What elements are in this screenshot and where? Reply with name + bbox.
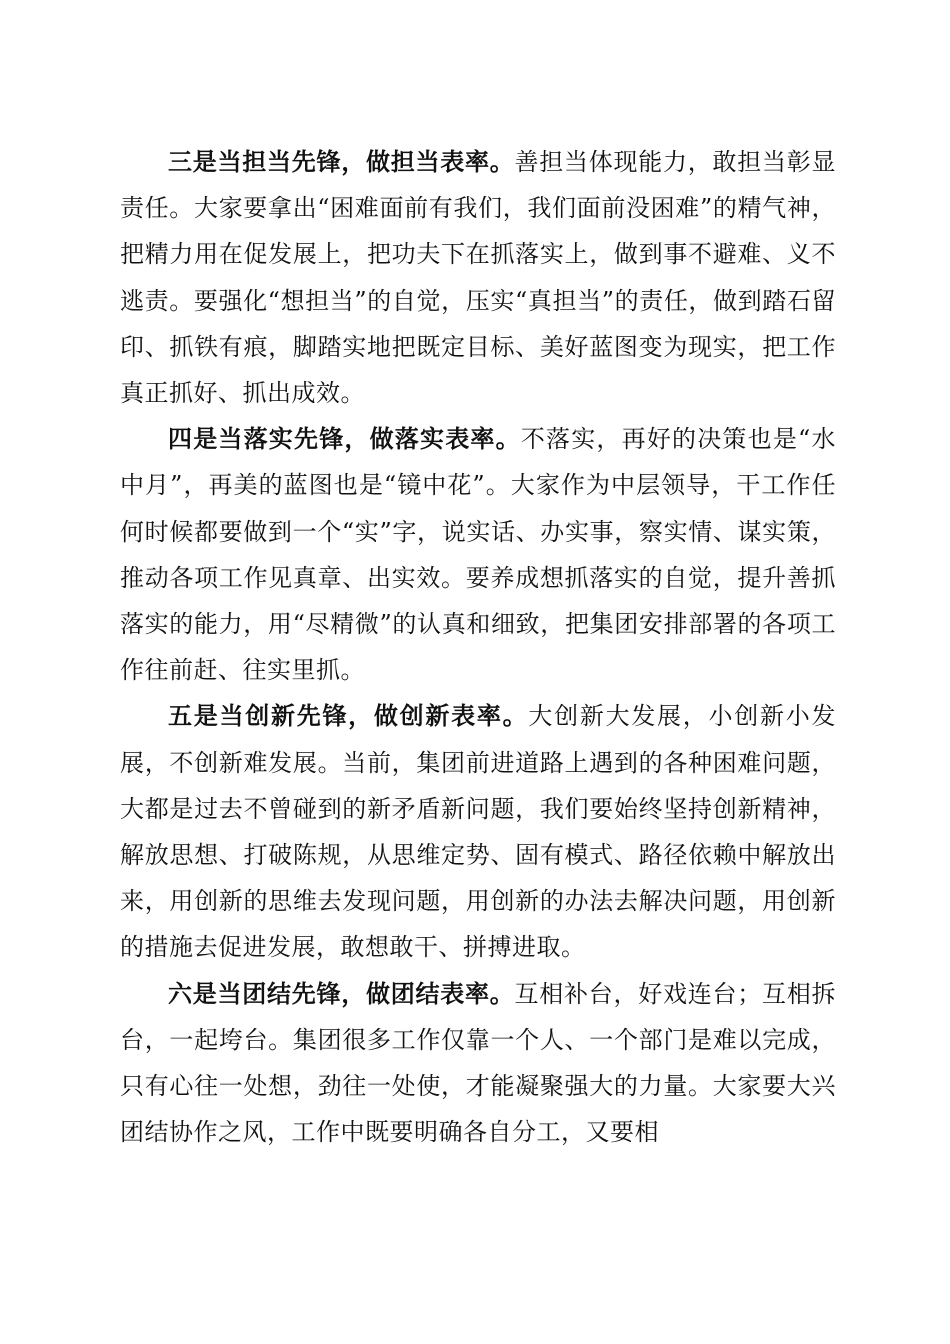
paragraph-heading: 五是当创新先锋，做创新表率。 (168, 701, 529, 731)
paragraph-text: 善担当体现能力，敢担当彰显责任。大家要拿出“困难面前有我们，我们面前没困难”的精气神，把精力用在促发展上，把功夫下在抓落实上，做到事不避难、义不逃责。要强化“想担当”的自觉，压实“真担当”的责任，做到踏石留印、抓铁有痕，脚踏实地把既定目标、美好蓝图变为现实，把工作真正抓好、抓出成效。 (120, 148, 836, 408)
document-page (120, 139, 836, 1155)
paragraph-heading: 六是当团结先锋，做团结表率。 (168, 978, 515, 1008)
paragraph-heading: 四是当落实先锋，做落实表率。 (168, 424, 521, 454)
paragraph-chuangxin (120, 693, 836, 970)
paragraph-heading: 三是当担当先锋，做担当表率。 (168, 147, 515, 176)
paragraph-luoshi (120, 416, 836, 693)
paragraph-text: 互相补台，好戏连台；互相拆台，一起垮台。集团很多工作仅靠一个人、一个部门是难以完成，只有心往一处想，劲往一处使，才能凝聚强大的力量。大家要大兴团结协作之风，工作中既要明确各自分工，又要相 (120, 979, 836, 1147)
paragraph-dandang (120, 139, 836, 416)
paragraph-tuanjie (120, 971, 836, 1156)
paragraph-text: 不落实，再好的决策也是“水中月”，再美的蓝图也是“镜中花”。大家作为中层领导，干工作任何时候都要做到一个“实”字，说实话、办实事，察实情、谋实策，推动各项工作见真章、出实效。要养成想抓落实的自觉，提升善抓落实的能力，用“尽精微”的认真和细致，把集团安排部署的各项工作往前赶、往实里抓。 (120, 425, 836, 685)
paragraph-text: 大创新大发展，小创新小发展，不创新难发展。当前，集团前进道路上遇到的各种困难问题，大都是过去不曾碰到的新矛盾新问题，我们要始终坚持创新精神，解放思想、打破陈规，从思维定势、固有模式、路径依赖中解放出来，用创新的思维去发现问题，用创新的办法去解决问题，用创新的措施去促进发展，敢想敢干、拼搏进取。 (120, 702, 836, 962)
